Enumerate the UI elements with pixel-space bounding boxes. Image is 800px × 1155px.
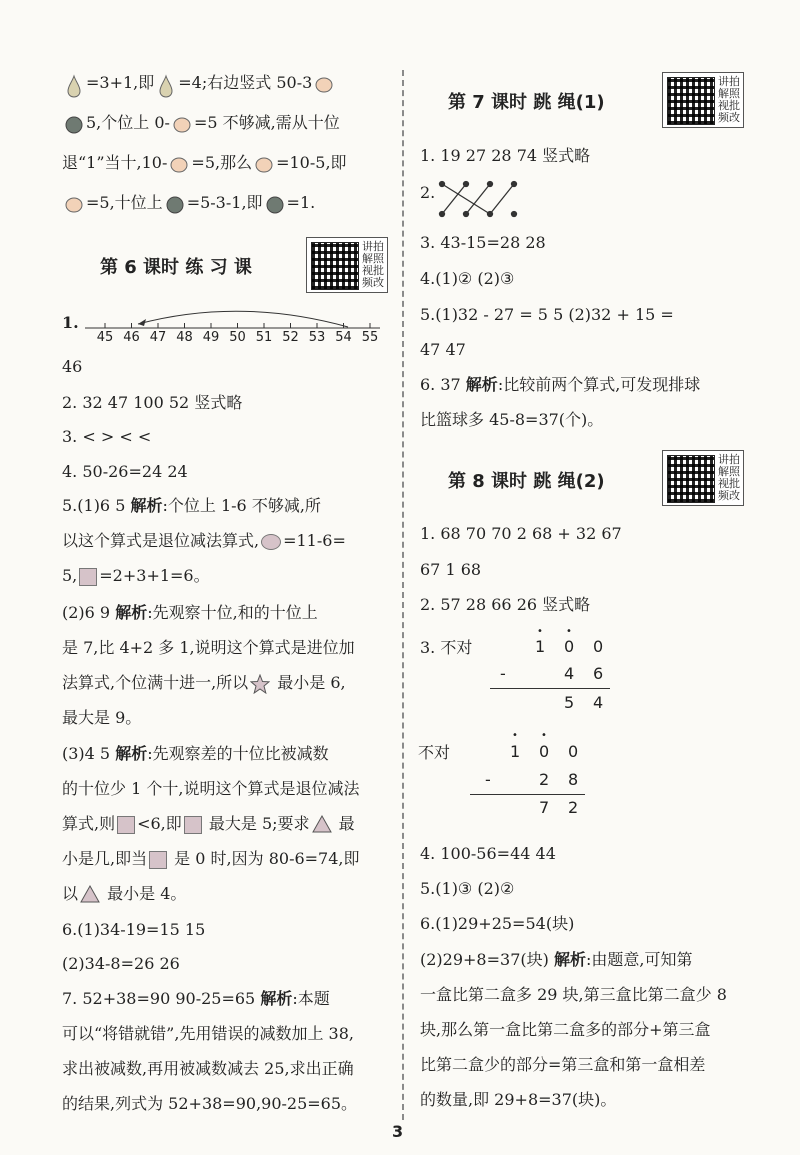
q7-line-c: 求出被减数,再用被减数减去 25,求出正确 (62, 1059, 354, 1078)
borrow-dot: • (541, 730, 547, 741)
number-line-label: 45 (96, 330, 114, 345)
peach-icon (172, 114, 192, 134)
calc2-rule (470, 794, 585, 795)
s6-line-e: 比第二盒少的部分=第三盒和第一盒相差 (420, 1055, 706, 1074)
apple-icon (165, 194, 185, 214)
calc1-rule (490, 688, 610, 689)
q5-3-line-a: (3)4 5 解析:先观察差的十位比被减数 (62, 744, 329, 763)
q7-line-d: 的结果,列式为 52+38=90,90-25=65。 (62, 1094, 358, 1113)
cont-line-2: 5,个位上 0- =5 不够减,需从十位 (62, 112, 340, 134)
borrow-dot: • (537, 626, 543, 637)
apple-icon (64, 114, 84, 134)
q5-2-line-b: 是 7,比 4+2 多 1,说明这个算式是进位加 (62, 638, 355, 657)
q2-line: 2. 32 47 100 52 竖式略 (62, 393, 243, 412)
triangle-icon (80, 885, 100, 905)
r4-line: 4.(1)② (2)③ (420, 269, 515, 288)
number-line-label: 47 (149, 330, 167, 345)
number-line-label: 48 (176, 330, 193, 345)
q5-3-line-c: 算式,则 <6,即 最大是 5;要求 最 (62, 814, 355, 833)
s3-label: 3. 不对 (420, 638, 473, 657)
number-line-label: 46 (123, 330, 140, 345)
r2-label: 2. (420, 183, 436, 202)
q5-2-line-a: (2)6 9 解析:先观察十位,和的十位上 (62, 603, 318, 622)
calc2-operator: - (485, 770, 491, 789)
number-line-label: 54 (335, 330, 352, 345)
q5-2-line-d: 最大是 9。 (62, 708, 142, 727)
qr-code-lesson6[interactable]: 讲拍解照视批频改 (306, 237, 388, 293)
q5-3-line-d: 小是几,即当 是 0 时,因为 80-6=74,即 (62, 849, 360, 868)
calc2-digit: 0 (539, 742, 550, 761)
square-shape-icon (184, 816, 202, 834)
pear-icon (64, 74, 84, 94)
q5-1-line-a: 5.(1)6 5 解析:个位上 1-6 不够减,所 (62, 496, 321, 515)
q4-line: 4. 50-26=24 24 (62, 462, 188, 481)
q7-line-b: 可以“将错就错”,先用错误的减数加上 38, (62, 1024, 354, 1043)
s4-line: 4. 100-56=44 44 (420, 844, 556, 863)
calc2-digit: 1 (510, 742, 521, 761)
s6-line-b: (2)29+8=37(块) 解析:由题意,可知第 (420, 950, 693, 969)
s6-line-a: 6.(1)29+25=54(块) (420, 914, 575, 933)
s1-line-b: 67 1 68 (420, 560, 482, 579)
calc2-digit: 7 (539, 798, 550, 817)
number-line-label: 51 (255, 330, 273, 345)
qr-code-lesson8[interactable]: 讲拍解照视批频改 (662, 450, 744, 506)
calc1-digit: 6 (593, 664, 604, 683)
qr-code-lesson7[interactable]: 讲拍解照视批频改 (662, 72, 744, 128)
calc1-digit: 5 (564, 693, 575, 712)
s6-line-f: 的数量,即 29+8=37(块)。 (420, 1090, 617, 1109)
q5-3-line-b: 的十位少 1 个十,说明这个算式是退位减法 (62, 779, 360, 798)
peach-icon (314, 74, 334, 94)
number-line-label: 55 (361, 330, 379, 345)
number-line-label: 52 (282, 330, 299, 345)
number-line-label: 50 (229, 330, 246, 345)
r6-line-b: 比篮球多 45-8=37(个)。 (420, 410, 604, 429)
s1-line-a: 1. 68 70 70 2 68 + 32 67 (420, 524, 622, 543)
r1-line: 1. 19 27 28 74 竖式略 (420, 146, 591, 165)
calc2-digit: 0 (568, 742, 579, 761)
apple-icon (265, 194, 285, 214)
lesson6-title: 第 6 课时 练 习 课 (100, 257, 252, 278)
r5-line-b: 47 47 (420, 340, 466, 359)
oval-shape-icon (261, 534, 281, 550)
r5-line-a: 5.(1)32 - 27 = 5 5 (2)32 + 15 = (420, 305, 674, 324)
square-shape-icon (117, 816, 135, 834)
q6-line-a: 6.(1)34-19=15 15 (62, 920, 206, 939)
s6-line-c: 一盒比第二盒多 29 块,第三盒比第二盒少 8 (420, 985, 727, 1004)
calc1-operator: - (500, 664, 506, 683)
s2-line: 2. 57 28 66 26 竖式略 (420, 595, 591, 614)
q5-2-line-c: 法算式,个位满十进一,所以 最小是 6, (62, 673, 346, 692)
calc2-digit: 2 (539, 770, 550, 789)
qr-icon (311, 242, 359, 290)
calc1-digit: 0 (564, 637, 575, 656)
cont-line-1: =3+1,即 =4;右边竖式 50-3 (62, 72, 336, 94)
peach-icon (254, 154, 274, 174)
borrow-dot: • (566, 626, 572, 637)
qr-icon (667, 455, 715, 503)
triangle-icon (312, 815, 332, 835)
q3-line: 3. < > < < (62, 427, 152, 446)
q5-1-line-b: 以这个算式是退位减法算式, =11-6= (62, 531, 346, 550)
lesson8-title: 第 8 课时 跳 绳(2) (448, 471, 605, 492)
q5-3-line-e: 以 最小是 4。 (62, 884, 187, 903)
matching-lines-diagram (438, 180, 528, 220)
column-divider (402, 70, 404, 1120)
r6-line-a: 6. 37 解析:比较前两个算式,可发现排球 (420, 375, 701, 394)
r3-line: 3. 43-15=28 28 (420, 233, 546, 252)
calc1-digit: 4 (564, 664, 575, 683)
s3-label-2: 不对 (418, 743, 451, 762)
s5-line: 5.(1)③ (2)② (420, 879, 515, 898)
calc1-digit: 1 (535, 637, 546, 656)
page-number: 3 (392, 1122, 404, 1141)
square-shape-icon (79, 568, 97, 586)
number-line-label: 49 (202, 330, 220, 345)
q5-1-line-c: 5, =2+3+1=6。 (62, 566, 210, 585)
square-shape-icon (149, 851, 167, 869)
peach-icon (64, 194, 84, 214)
number-line-label: 53 (308, 330, 326, 345)
cont-line-4: =5,十位上 =5-3-1,即 =1. (62, 192, 315, 214)
cont-line-3: 退“1”当十,10- =5,那么 =10-5,即 (62, 153, 347, 172)
borrow-dot: • (512, 730, 518, 741)
calc1-digit: 4 (593, 693, 604, 712)
q7-line-a: 7. 52+38=90 90-25=65 解析:本题 (62, 989, 330, 1008)
calc1-digit: 0 (593, 637, 604, 656)
q1-answer: 46 (62, 357, 83, 376)
calc2-digit: 2 (568, 798, 579, 817)
star-icon (250, 674, 270, 694)
pear-icon (156, 74, 176, 94)
qr-icon (667, 77, 715, 125)
q6-line-b: (2)34-8=26 26 (62, 954, 180, 973)
calc2-digit: 8 (568, 770, 579, 789)
s6-line-d: 块,那么第一盒比第二盒多的部分+第三盒 (420, 1020, 711, 1039)
peach-icon (169, 154, 189, 174)
q1-label: 1. (62, 313, 79, 332)
lesson7-title: 第 7 课时 跳 绳(1) (448, 92, 605, 113)
